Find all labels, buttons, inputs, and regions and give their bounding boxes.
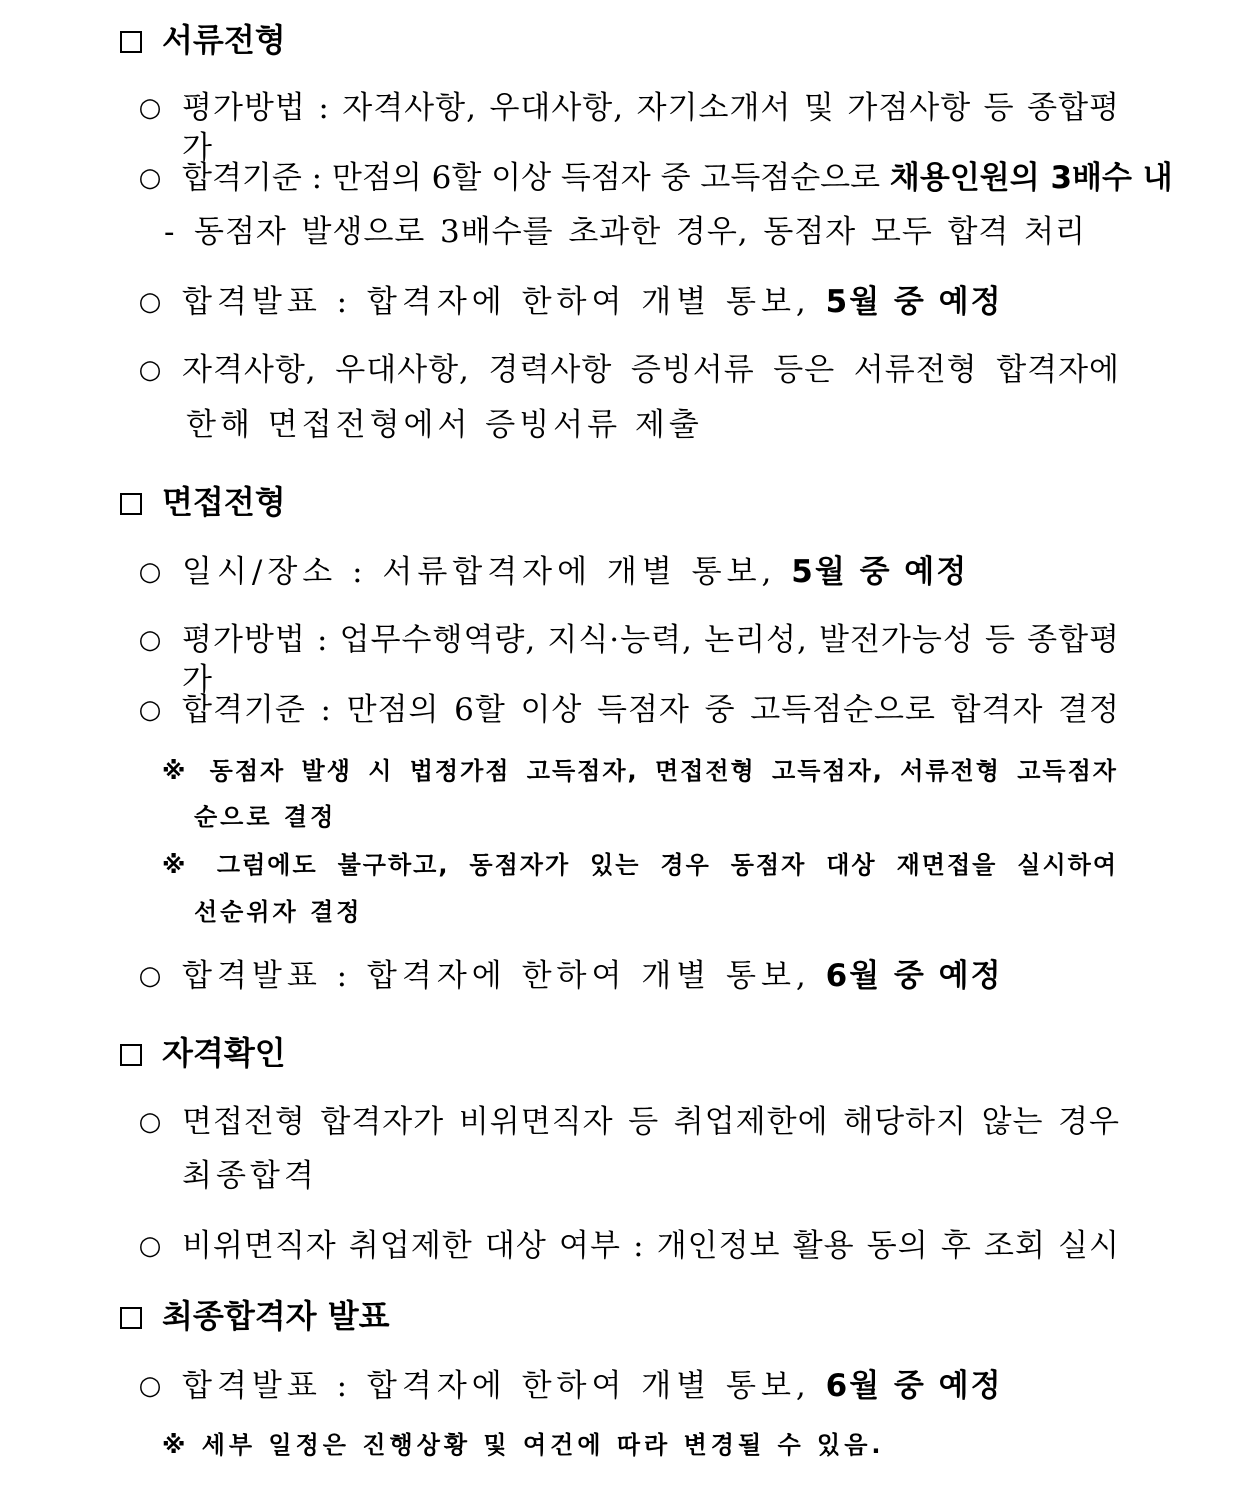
- item-text: 동점자 발생으로 3배수를 초과한 경우, 동점자 모두 합격 처리: [194, 214, 1086, 250]
- note-item: [162, 1428, 885, 1462]
- note-text-continuation: 순으로 결정: [194, 803, 337, 831]
- item-emphasis: 6월 중 예정: [825, 958, 1003, 994]
- circle-bullet-icon: ○: [138, 355, 162, 385]
- item-emphasis: 5월 중 예정: [825, 284, 1003, 320]
- reference-mark-icon: ※: [162, 757, 194, 785]
- circle-bullet-icon: ○: [138, 557, 162, 587]
- item-text: 합격발표 : 합격자에 한하여 개별 통보,: [182, 1368, 826, 1404]
- item-emphasis: 6월 중 예정: [825, 1368, 1003, 1404]
- section-heading-qualification-check: [120, 1033, 286, 1073]
- item-text-wrap: [182, 1366, 1003, 1406]
- item-text: 합격기준 : 만점의 6할 이상 득점자 중 고득점순으로: [182, 160, 890, 196]
- item-text: 합격발표 : 합격자에 한하여 개별 통보,: [182, 958, 826, 994]
- section-heading-document-screening: [120, 20, 286, 60]
- item-text-wrap: [182, 552, 968, 592]
- reference-mark-icon: ※: [162, 1431, 190, 1459]
- item-text-wrap: [182, 282, 1003, 322]
- item-emphasis: 5월 중 예정: [791, 554, 969, 590]
- section-title: 면접전형: [162, 483, 286, 521]
- item-text: 합격발표 : 합격자에 한하여 개별 통보,: [182, 284, 826, 320]
- item-text-continuation: 최종합격: [182, 1158, 318, 1194]
- note-text: 세부 일정은 진행상황 및 여건에 따라 변경될 수 있음.: [201, 1431, 885, 1459]
- item-text: 합격기준 : 만점의 6할 이상 득점자 중 고득점순으로 합격자 결정: [182, 692, 1120, 728]
- section-title: 서류전형: [162, 21, 286, 59]
- note-text: 동점자 발생 시 법정가점 고득점자, 면접전형 고득점자, 서류전형 고득점자: [209, 757, 1118, 785]
- section-heading-interview: [120, 482, 286, 522]
- reference-mark-icon: ※: [162, 851, 197, 879]
- item-text-wrap: [182, 158, 1173, 198]
- circle-bullet-icon: ○: [138, 625, 162, 655]
- item-text: 평가방법 : 업무수행역량, 지식·능력, 논리성, 발전가능성 등 종합평가: [182, 622, 1120, 698]
- item-text-continuation: 한해 면접전형에서 증빙서류 제출: [186, 407, 703, 443]
- checkbox-square-icon: [120, 493, 142, 515]
- circle-bullet-icon: ○: [138, 1371, 162, 1401]
- circle-bullet-icon: ○: [138, 961, 162, 991]
- item-emphasis: 채용인원의 3배수 내: [889, 160, 1173, 196]
- note-item: [162, 754, 1118, 788]
- note-item: [162, 848, 1118, 882]
- circle-bullet-icon: ○: [138, 287, 162, 317]
- note-text: 그럼에도 불구하고, 동점자가 있는 경우 동점자 대상 재면접을 실시하여: [216, 851, 1119, 879]
- item-text-wrap: [182, 956, 1003, 996]
- item-text: 자격사항, 우대사항, 경력사항 증빙서류 등은 서류전형 합격자에: [182, 352, 1120, 388]
- dash-bullet-icon: -: [164, 214, 175, 250]
- section-title: 최종합격자 발표: [162, 1297, 390, 1335]
- circle-bullet-icon: ○: [138, 695, 162, 725]
- section-heading-final-announcement: [120, 1296, 390, 1336]
- item-text: 일시/장소 : 서류합격자에 개별 통보,: [182, 554, 792, 590]
- checkbox-square-icon: [120, 1044, 142, 1066]
- section-title: 자격확인: [162, 1034, 286, 1072]
- note-text-continuation: 선순위자 결정: [194, 898, 363, 926]
- circle-bullet-icon: ○: [138, 163, 162, 193]
- item-text: 비위면직자 취업제한 대상 여부 : 개인정보 활용 동의 후 조회 실시: [182, 1228, 1120, 1264]
- circle-bullet-icon: ○: [138, 1107, 162, 1137]
- circle-bullet-icon: ○: [138, 93, 162, 123]
- checkbox-square-icon: [120, 1307, 142, 1329]
- checkbox-square-icon: [120, 31, 142, 53]
- item-text: 면접전형 합격자가 비위면직자 등 취업제한에 해당하지 않는 경우: [182, 1104, 1120, 1140]
- circle-bullet-icon: ○: [138, 1231, 162, 1261]
- item-text: 평가방법 : 자격사항, 우대사항, 자기소개서 및 가점사항 등 종합평가: [182, 90, 1120, 166]
